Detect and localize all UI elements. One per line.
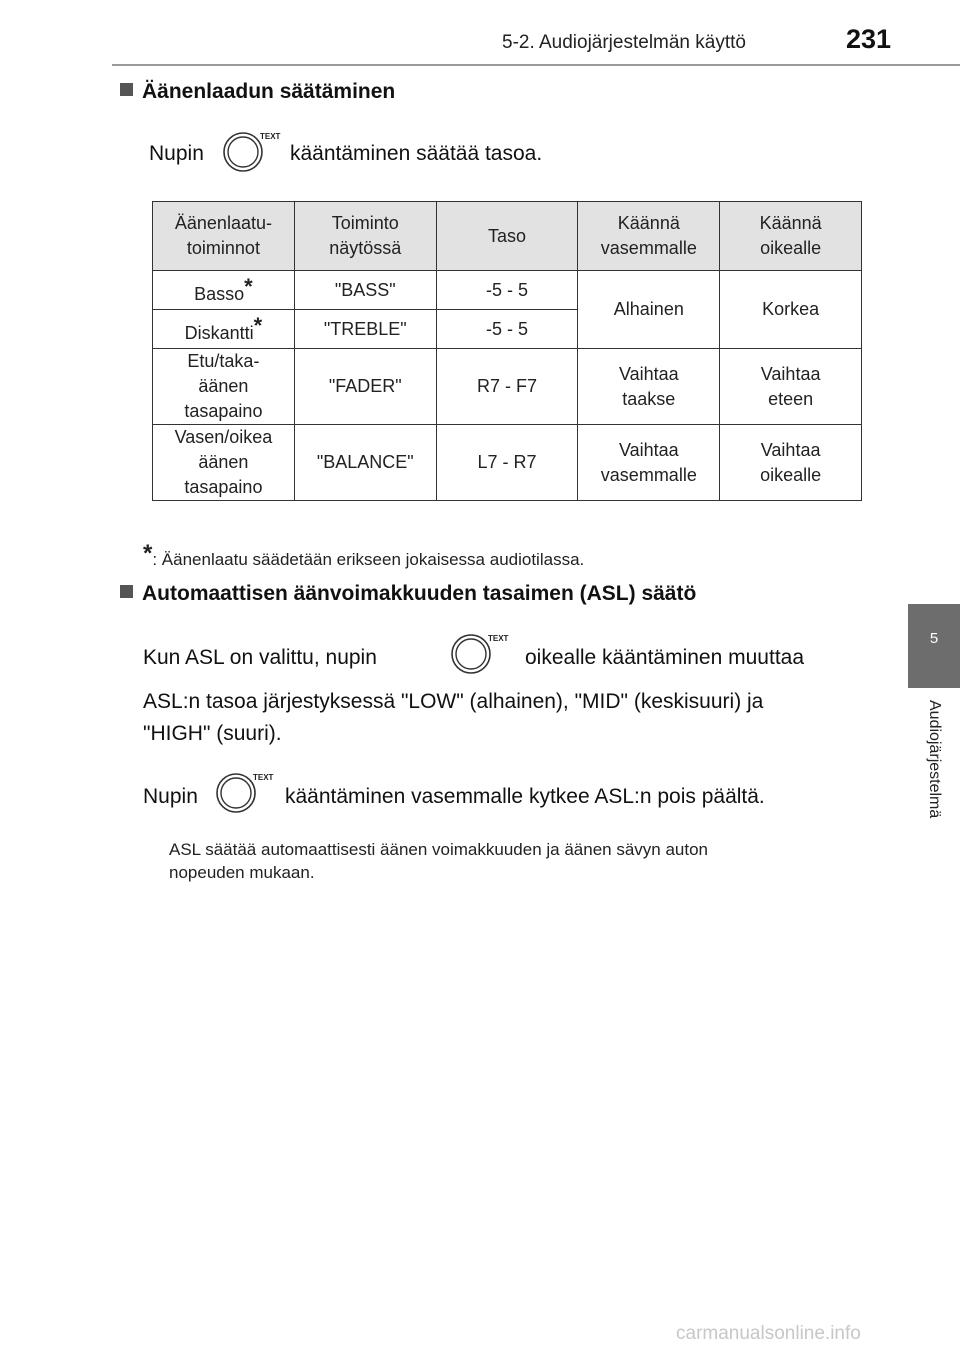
asl-off-start: Nupin [143, 785, 198, 808]
text-knob-icon [450, 630, 512, 676]
table-row [153, 349, 862, 425]
table-header-cell: Taso [436, 202, 578, 271]
table-cell: Vaihtaa taakse [578, 349, 720, 425]
table-cell-text: Diskantti [184, 322, 254, 343]
table-header-cell: Käännä vasemmalle [578, 202, 720, 271]
header-divider [112, 64, 960, 66]
asl-note-line1: ASL säätää automaattisesti äänen voimakkuuden ja äänen sävyn auton [169, 840, 709, 859]
table-cell: R7 - F7 [436, 349, 578, 425]
section1-intro-start: Nupin [149, 142, 204, 165]
table-cell: "BALANCE" [294, 425, 436, 501]
table-cell: Korkea [720, 271, 862, 349]
asl-paragraph-line2: ASL:n tasoa järjestyksessä "LOW" (alhainen), "MID" (keskisuuri) ja [143, 690, 764, 713]
table-cell: L7 - R7 [436, 425, 578, 501]
text-knob-icon [215, 769, 277, 815]
asl-off-end: kääntäminen vasemmalle kytkee ASL:n pois päältä. [285, 785, 765, 808]
square-bullet-icon [120, 585, 133, 598]
asterisk-mark: * [143, 540, 153, 567]
knob-text-label: TEXT [260, 132, 281, 141]
asl-paragraph-line3: "HIGH" (suuri). [143, 722, 282, 745]
table-cell: -5 - 5 [436, 271, 578, 310]
chapter-tab [908, 604, 960, 688]
table-cell: -5 - 5 [436, 310, 578, 349]
knob-text-label: TEXT [253, 773, 274, 782]
table-cell [153, 271, 295, 310]
page-number: 231 [846, 24, 892, 54]
table-footnote [143, 540, 584, 570]
asl-paragraph-end: oikealle kääntäminen muuttaa [525, 646, 805, 669]
table-header-row [153, 202, 862, 271]
table-header-cell: Toiminto näytössä [294, 202, 436, 271]
table-cell: "FADER" [294, 349, 436, 425]
knob-text-label: TEXT [488, 634, 509, 643]
asterisk-mark: * [244, 273, 253, 299]
section-heading-text: Äänenlaadun säätäminen [142, 80, 396, 103]
watermark: carmanualsonline.info [676, 1323, 861, 1344]
asl-note-line2: nopeuden mukaan. [169, 863, 315, 882]
table-header-cell: Äänenlaatu- toiminnot [153, 202, 295, 271]
header-title: 5-2. Audiojärjestelmän käyttö [502, 32, 746, 53]
table-cell [153, 310, 295, 349]
chapter-label-text: Audiojärjestelmä [926, 700, 943, 819]
asl-paragraph-start: Kun ASL on valittu, nupin [143, 646, 377, 669]
section-heading-asl [120, 582, 696, 606]
table-cell: Alhainen [578, 271, 720, 349]
section1-intro-end: kääntäminen säätää tasoa. [290, 142, 543, 165]
table-cell: "BASS" [294, 271, 436, 310]
square-bullet-icon [120, 83, 133, 96]
table-cell-text: Basso [194, 283, 245, 304]
table-row [153, 271, 862, 310]
table-cell: "TREBLE" [294, 310, 436, 349]
table-cell: Vasen/oikea äänen tasapaino [153, 425, 295, 501]
footnote-text: : Äänenlaatu säädetään erikseen jokaisessa audiotilassa. [152, 550, 585, 569]
table-header-cell: Käännä oikealle [720, 202, 862, 271]
table-cell: Vaihtaa oikealle [720, 425, 862, 501]
table-cell: Etu/taka- äänen tasapaino [153, 349, 295, 425]
sound-settings-table [152, 201, 862, 501]
text-knob-icon [222, 128, 282, 174]
asterisk-mark: * [253, 312, 263, 338]
section-heading-sound-quality [120, 80, 395, 104]
chapter-number: 5 [929, 630, 939, 647]
table-cell: Vaihtaa vasemmalle [578, 425, 720, 501]
section-heading-text: Automaattisen äänvoimakkuuden tasaimen (ASL) säätö [142, 582, 697, 605]
table-row [153, 425, 862, 501]
table-cell: Vaihtaa eteen [720, 349, 862, 425]
